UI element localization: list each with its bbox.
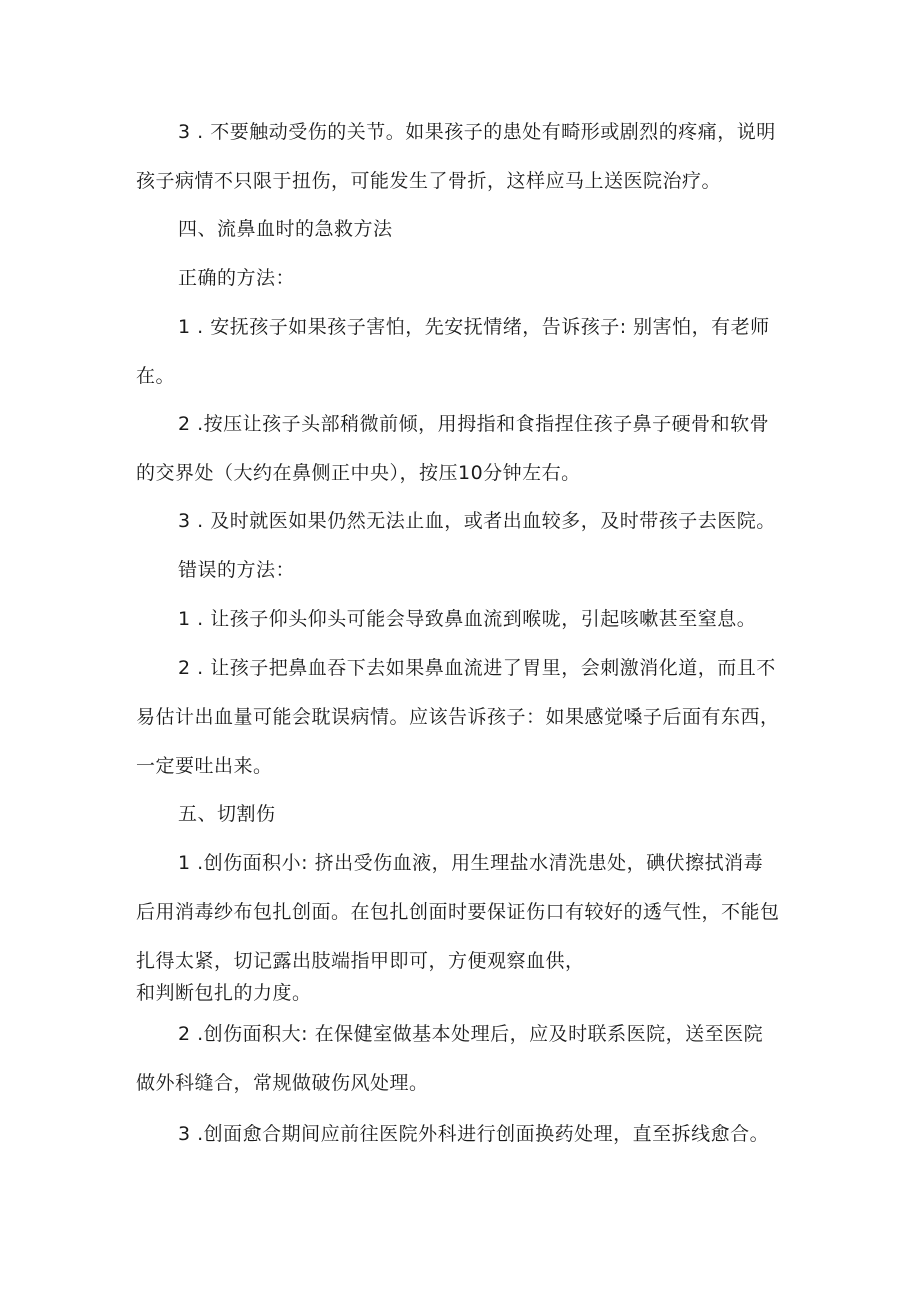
text-line: 1 .创伤面积小: 挤出受伤血液，用生理盐水清洗患处，碘伏擦拭消毒 xyxy=(178,852,764,874)
text-line: 的交界处（大约在鼻侧正中央），按压10分钟左右。 xyxy=(136,462,581,484)
paragraph-wrong-1 xyxy=(136,595,792,644)
text-line: 1 . 安抚孩子如果孩子害怕，先安抚情绪，告诉孩子: 别害怕，有老师 xyxy=(178,316,770,338)
text-line: 3 . 及时就医如果仍然无法止血，或者出血较多，及时带孩子去医院。 xyxy=(178,510,776,532)
text-line: 3 .创面愈合期间应前往医院外科进行创面换药处理，直至拆线愈合。 xyxy=(178,1123,770,1145)
text-line: 2 .创伤面积大: 在保健室做基本处理后，应及时联系医院，送至医院 xyxy=(178,1023,764,1045)
text-line: 在。 xyxy=(136,365,176,387)
text-line: 后用消毒纱布包扎创面。在包扎创面时要保证伤口有较好的透气性，不能包 xyxy=(136,901,780,923)
paragraph-correct-2 xyxy=(136,400,792,498)
text-line: 2 . 让孩子把鼻血吞下去如果鼻血流进了胃里，会刺激消化道，而且不 xyxy=(178,657,776,679)
text-line: 和判断包扎的力度。 xyxy=(136,982,312,1004)
paragraph-cut-1 xyxy=(136,839,792,1006)
subheading-correct-method xyxy=(136,254,792,303)
text-line: 易估计出血量可能会耽误病情。应该告诉孩子：如果感觉嗓子后面有东西， xyxy=(136,706,780,728)
section-heading-text: 五、切割伤 xyxy=(178,803,276,825)
subheading-text: 正确的方法： xyxy=(178,267,296,289)
text-line: 2 .按压让孩子头部稍微前倾，用拇指和食指捏住孩子鼻子硬骨和软骨 xyxy=(178,413,770,435)
subheading-text: 错误的方法： xyxy=(178,559,296,581)
paragraph-cut-2 xyxy=(136,1010,792,1108)
text-line: 孩子病情不只限于扭伤，可能发生了骨折，这样应马上送医院治疗。 xyxy=(136,170,722,192)
text-line: 做外科缝合，常规做破伤风处理。 xyxy=(136,1072,429,1094)
paragraph-wrong-2 xyxy=(136,644,792,791)
section-heading-nosebleed xyxy=(136,205,792,254)
text-line: 3 . 不要触动受伤的关节。如果孩子的患处有畸形或剧烈的疼痛，说明 xyxy=(178,121,776,143)
section-heading-text: 四、流鼻血时的急救方法 xyxy=(178,218,393,240)
paragraph-cut-3 xyxy=(136,1110,792,1159)
text-line: 1 . 让孩子仰头仰头可能会导致鼻血流到喉咙，引起咳嗽甚至窒息。 xyxy=(178,608,757,630)
text-line: 一定要吐出来。 xyxy=(136,755,273,777)
paragraph-correct-3 xyxy=(136,497,792,546)
text-line: 扎得太紧，切记露出肢端指甲即可，方便观察血供， xyxy=(136,950,585,972)
subheading-wrong-method xyxy=(136,546,792,595)
paragraph-correct-1 xyxy=(136,303,792,401)
paragraph-joint-injury xyxy=(136,108,792,206)
section-heading-cut-injury xyxy=(136,790,792,839)
